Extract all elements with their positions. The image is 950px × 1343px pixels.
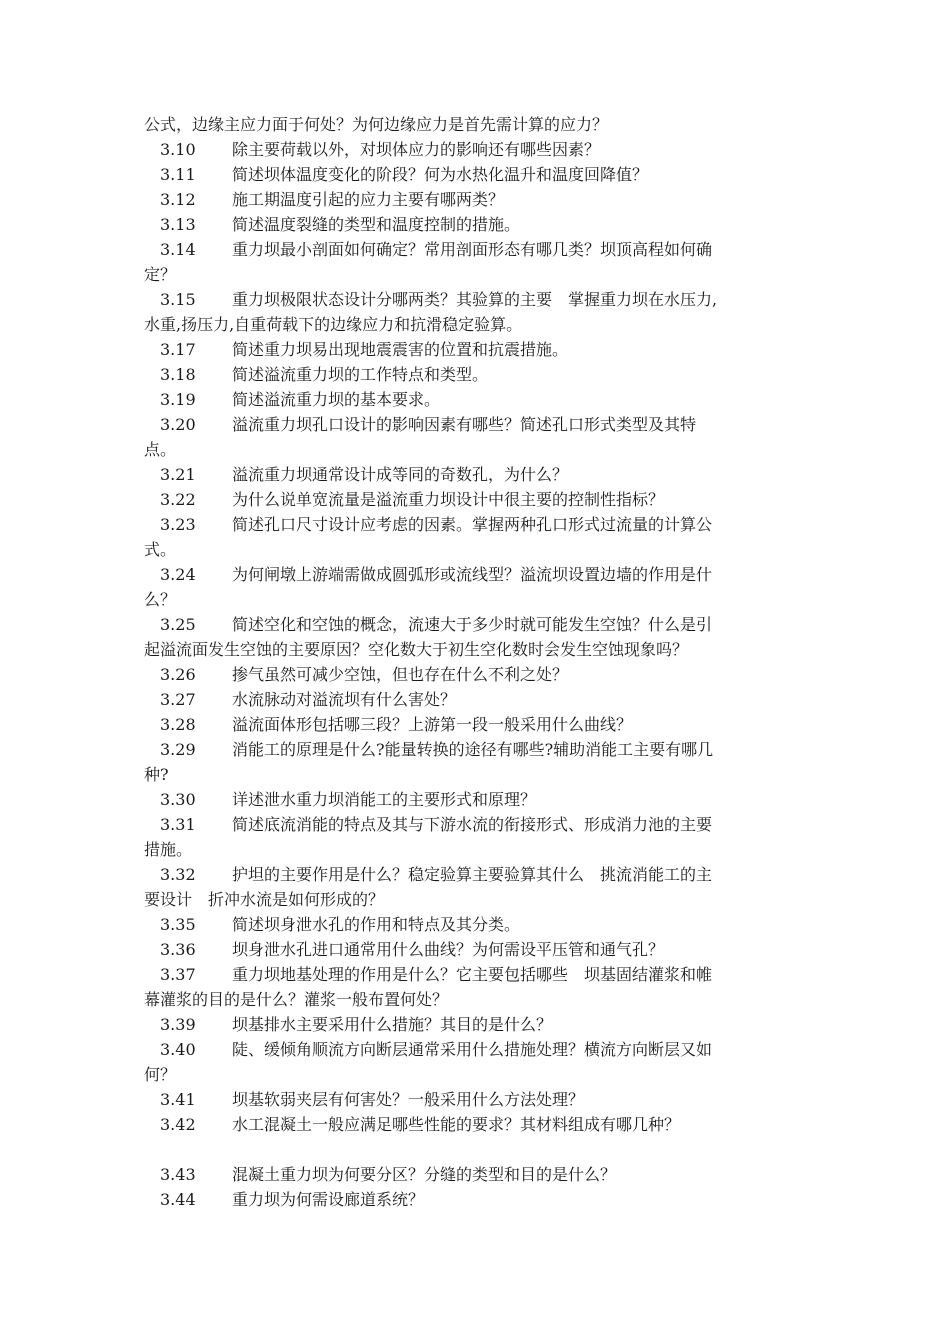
question-line: [144, 912, 816, 937]
question-line: [144, 737, 816, 762]
question-number: 3.15: [160, 290, 196, 309]
question-number: 3.29: [160, 740, 196, 759]
question-line: [144, 412, 816, 437]
question-line: [144, 1037, 816, 1062]
question-text: 除主要荷载以外，对坝体应力的影响还有哪些因素？: [232, 140, 601, 159]
question-text: 重力坝最小剖面如何确定？常用剖面形态有哪几类？坝顶高程如何确: [232, 240, 713, 259]
question-number: 3.28: [160, 715, 196, 734]
question-number: 3.42: [160, 1115, 196, 1134]
question-text: 简述空化和空蚀的概念，流速大于多少时就可能发生空蚀？什么是引: [232, 615, 713, 634]
question-line: [144, 237, 816, 262]
question-line: [144, 337, 816, 362]
question-number: 3.35: [160, 915, 196, 934]
question-number: 3.39: [160, 1015, 196, 1034]
question-text: 掺气虽然可减少空蚀，但也存在什么不利之处？: [232, 665, 569, 684]
continuation-line: [144, 312, 816, 337]
question-line: [144, 487, 816, 512]
question-line: [144, 162, 816, 187]
question-text: 溢流重力坝通常设计成等同的奇数孔，为什么？: [232, 465, 569, 484]
question-number: 3.40: [160, 1040, 196, 1059]
question-line: [144, 137, 816, 162]
question-text: 点。: [144, 440, 177, 459]
question-number: 3.23: [160, 515, 196, 534]
question-text: 简述重力坝易出现地震震害的位置和抗震措施。: [232, 340, 569, 359]
question-line: [144, 512, 816, 537]
question-text: 陡、缓倾角顺流方向断层通常采用什么措施处理？横流方向断层又如: [232, 1040, 713, 1059]
question-text: 重力坝极限状态设计分哪两类？其验算的主要 掌握重力坝在水压力,: [232, 290, 718, 309]
question-number: 3.12: [160, 190, 196, 209]
question-text: 坝基软弱夹层有何害处？一般采用什么方法处理？: [232, 1090, 585, 1109]
continuation-line: [144, 537, 816, 562]
question-text: 坝基排水主要采用什么措施？其目的是什么？: [232, 1015, 553, 1034]
question-number: 3.22: [160, 490, 196, 509]
question-number: 3.17: [160, 340, 196, 359]
question-text: 混凝土重力坝为何要分区？分缝的类型和目的是什么？: [232, 1165, 617, 1184]
continuation-line: [144, 762, 816, 787]
question-line: [144, 662, 816, 687]
question-line: [144, 1162, 816, 1187]
question-number: 3.19: [160, 390, 196, 409]
question-number: 3.11: [160, 165, 196, 184]
question-line: [144, 562, 816, 587]
question-number: 3.37: [160, 965, 196, 984]
question-line: [144, 187, 816, 212]
question-line: [144, 862, 816, 887]
question-number: 3.21: [160, 465, 196, 484]
question-number: 3.10: [160, 140, 196, 159]
question-text: 施工期温度引起的应力主要有哪两类？: [232, 190, 505, 209]
question-text: 溢流重力坝孔口设计的影响因素有哪些？简述孔口形式类型及其特: [232, 415, 697, 434]
question-line: [144, 787, 816, 812]
question-number: 3.14: [160, 240, 196, 259]
question-text: 简述温度裂缝的类型和温度控制的措施。: [232, 215, 521, 234]
question-line: [144, 812, 816, 837]
question-number: 3.44: [160, 1190, 196, 1209]
continuation-line: [144, 1062, 816, 1087]
question-number: 3.43: [160, 1165, 196, 1184]
question-text: 水工混凝土一般应满足哪些性能的要求？其材料组成有哪几种？: [232, 1115, 681, 1134]
continuation-line: [144, 887, 816, 912]
question-text: 重力坝地基处理的作用是什么？它主要包括哪些 坝基固结灌浆和帷: [232, 965, 713, 984]
question-line: [144, 1187, 816, 1212]
question-line: [144, 937, 816, 962]
question-text: 护坦的主要作用是什么？稳定验算主要验算其什么 挑流消能工的主: [232, 865, 713, 884]
question-number: 3.20: [160, 415, 196, 434]
continuation-line: [144, 262, 816, 287]
question-text: 简述溢流重力坝的基本要求。: [232, 390, 441, 409]
question-line: [144, 962, 816, 987]
question-line: [144, 712, 816, 737]
question-text: 幕灌浆的目的是什么？灌浆一般布置何处？: [144, 990, 449, 1009]
question-text: 何？: [144, 1065, 177, 1084]
question-text: 为何闸墩上游端需做成圆弧形或流线型？溢流坝设置边墙的作用是什: [232, 565, 713, 584]
question-text: 么？: [144, 590, 177, 609]
question-text: 简述溢流重力坝的工作特点和类型。: [232, 365, 489, 384]
question-line: [144, 212, 816, 237]
continuation-line: [144, 637, 816, 662]
question-number: 3.27: [160, 690, 196, 709]
question-text: 种?: [144, 765, 169, 784]
continuation-line: [144, 587, 816, 612]
question-line: [144, 287, 816, 312]
question-text: 简述坝身泄水孔的作用和特点及其分类。: [232, 915, 521, 934]
blank-line: [144, 1137, 816, 1162]
continuation-line: [144, 437, 816, 462]
question-number: 3.41: [160, 1090, 196, 1109]
question-text: 详述泄水重力坝消能工的主要形式和原理？: [232, 790, 537, 809]
question-text: 简述孔口尺寸设计应考虑的因素。掌握两种孔口形式过流量的计算公: [232, 515, 713, 534]
question-number: 3.32: [160, 865, 196, 884]
question-number: 3.36: [160, 940, 196, 959]
question-text: 重力坝为何需设廊道系统？: [232, 1190, 425, 1209]
question-number: 3.30: [160, 790, 196, 809]
question-text: 式。: [144, 540, 177, 559]
question-number: 3.13: [160, 215, 196, 234]
continuation-line: [144, 837, 816, 862]
question-line: [144, 687, 816, 712]
question-text: 水流脉动对溢流坝有什么害处？: [232, 690, 457, 709]
question-text: 公式，边缘主应力面于何处？为何边缘应力是首先需计算的应力？: [144, 115, 609, 134]
question-line: [144, 387, 816, 412]
question-line: [144, 1087, 816, 1112]
question-number: 3.25: [160, 615, 196, 634]
question-line: [144, 612, 816, 637]
continuation-line: [144, 987, 816, 1012]
question-number: 3.24: [160, 565, 196, 584]
question-line: [144, 462, 816, 487]
question-text: 简述坝体温度变化的阶段？何为水热化温升和温度回降值？: [232, 165, 649, 184]
question-text: 措施。: [144, 840, 193, 859]
question-number: 3.18: [160, 365, 196, 384]
question-number: 3.31: [160, 815, 196, 834]
question-text: 坝身泄水孔进口通常用什么曲线？为何需设平压管和通气孔？: [232, 940, 665, 959]
question-text: 溢流面体形包括哪三段？上游第一段一般采用什么曲线？: [232, 715, 633, 734]
question-text: 定？: [144, 265, 177, 284]
question-text: 要设计 折冲水流是如何形成的？: [144, 890, 385, 909]
continuation-line: [144, 112, 816, 137]
question-text: 起溢流面发生空蚀的主要原因？空化数大于初生空化数时会发生空蚀现象吗？: [144, 640, 689, 659]
question-line: [144, 1112, 816, 1137]
question-text: 为什么说单宽流量是溢流重力坝设计中很主要的控制性指标？: [232, 490, 665, 509]
question-number: 3.26: [160, 665, 196, 684]
question-line: [144, 1012, 816, 1037]
question-text: 简述底流消能的特点及其与下游水流的衔接形式、形成消力池的主要: [232, 815, 713, 834]
question-list: [144, 112, 816, 1212]
question-line: [144, 362, 816, 387]
question-text: 消能工的原理是什么?能量转换的途径有哪些?辅助消能工主要有哪几: [232, 740, 714, 759]
question-text: 水重,扬压力,自重荷载下的边缘应力和抗滑稳定验算。: [144, 315, 523, 334]
